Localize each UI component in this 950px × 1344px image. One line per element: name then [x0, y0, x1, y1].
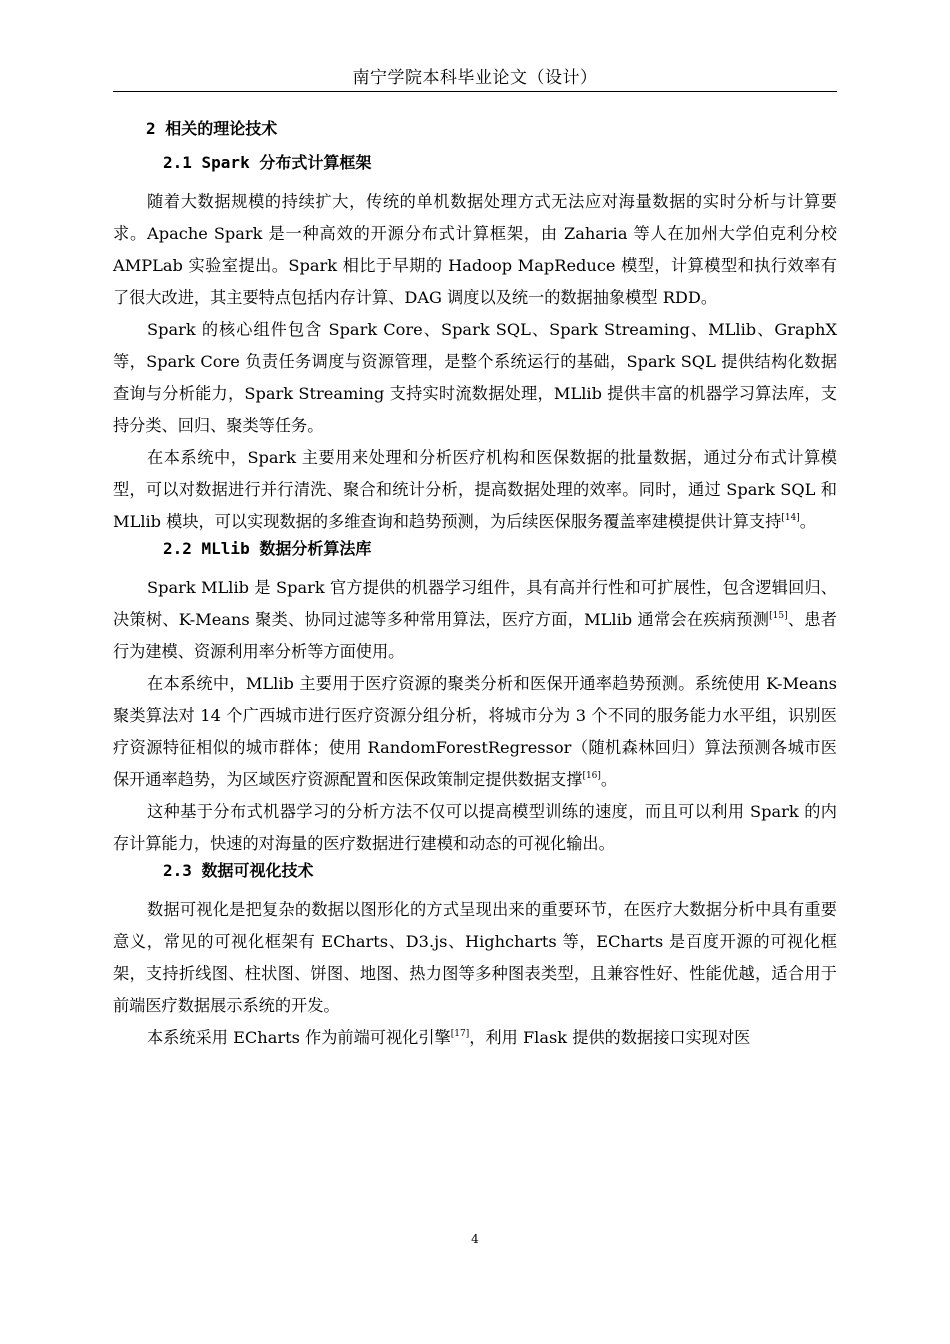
page-number: 4: [471, 1232, 479, 1246]
paragraph: Spark 的核心组件包含 Spark Core、Spark SQL、Spark Streaming、MLlib、GraphX 等，Spark Core 负责任务调度与资源管理，是整个系统运行的基础，Spark SQL 提供结构化数据查询与分析能力，Spark Streaming 支持实时流数据处理，MLlib 提供丰富的机器学习算法库，支持分类、回归、聚类等任务。: [113, 320, 837, 435]
citation-ref: [14]: [781, 513, 800, 523]
paragraph: 数据可视化是把复杂的数据以图形化的方式呈现出来的重要环节，在医疗大数据分析中具有重要意义，常见的可视化框架有 ECharts、D3.js、Highcharts 等，ECharts 是百度开源的可视化框架，支持折线图、柱状图、饼图、地图、热力图等多种图表类型，且兼容性好、性能优越，适合用于前端医疗数据展示系统的开发。: [113, 900, 837, 1015]
paragraph-text: 本系统采用 ECharts 作为前端可视化引擎: [147, 1028, 451, 1047]
paragraph: [113, 668, 837, 796]
paragraph-text: 在本系统中，MLlib 主要用于医疗资源的聚类分析和医保开通率趋势预测。系统使用 K-Means 聚类算法对 14 个广西城市进行医疗资源分组分析，将城市分为 3 个不同的服务能力水平组，识别医疗资源特征相似的城市群体；使用 RandomForestRegressor（随机森林回归）算法预测各城市医保开通率趋势，为区域医疗资源配置和医保政策制定提供数据支撑: [113, 674, 837, 789]
paragraph-text: 、患者行为建模、资源利用率分析等方面使用。: [113, 610, 837, 661]
citation-ref: [16]: [582, 771, 601, 781]
paragraph-text: 。: [600, 770, 618, 789]
section-title: 2 相关的理论技术: [146, 119, 278, 138]
paragraph-text: 在本系统中，Spark 主要用来处理和分析医疗机构和医保数据的批量数据，通过分布式计算模型，可以对数据进行并行清洗、聚合和统计分析，提高数据处理的效率。同时，通过 Spark SQL 和 MLlib 模块，可以实现数据的多维查询和趋势预测，为后续医保服务覆盖率建模提供计算支持: [113, 448, 837, 531]
paragraph: [113, 572, 837, 668]
citation-ref: [15]: [769, 611, 788, 621]
paragraph-text: Spark MLlib 是 Spark 官方提供的机器学习组件，具有高并行性和可扩展性，包含逻辑回归、决策树、K-Means 聚类、协同过滤等多种常用算法，医疗方面，MLlib 通常会在疾病预测: [113, 578, 837, 629]
page-header: 南宁学院本科毕业论文（设计）: [113, 66, 837, 92]
subsection-title-2-3: 2.3 数据可视化技术: [163, 861, 314, 880]
paragraph: [113, 1022, 837, 1054]
paragraph-text: ，利用 Flask 提供的数据接口实现对医: [469, 1028, 751, 1047]
paragraph: 随着大数据规模的持续扩大，传统的单机数据处理方式无法应对海量数据的实时分析与计算要求。Apache Spark 是一种高效的开源分布式计算框架，由 Zaharia 等人在加州大学伯克利分校 AMPLab 实验室提出。Spark 相比于早期的 Hadoop MapReduce 模型，计算模型和执行效率有了很大改进，其主要特点包括内存计算、DAG 调度以及统一的数据抽象模型 RDD。: [113, 192, 837, 307]
subsection-title-2-2: 2.2 MLlib 数据分析算法库: [163, 539, 372, 558]
citation-ref: [17]: [450, 1029, 470, 1039]
paragraph-text: 。: [799, 512, 816, 531]
page-body: [113, 118, 837, 1054]
subsection-title-2-1: 2.1 Spark 分布式计算框架: [163, 153, 372, 172]
paragraph: 这种基于分布式机器学习的分析方法不仅可以提高模型训练的速度，而且可以利用 Spark 的内存计算能力，快速的对海量的医疗数据进行建模和动态的可视化输出。: [113, 802, 837, 853]
paragraph: [113, 442, 837, 538]
